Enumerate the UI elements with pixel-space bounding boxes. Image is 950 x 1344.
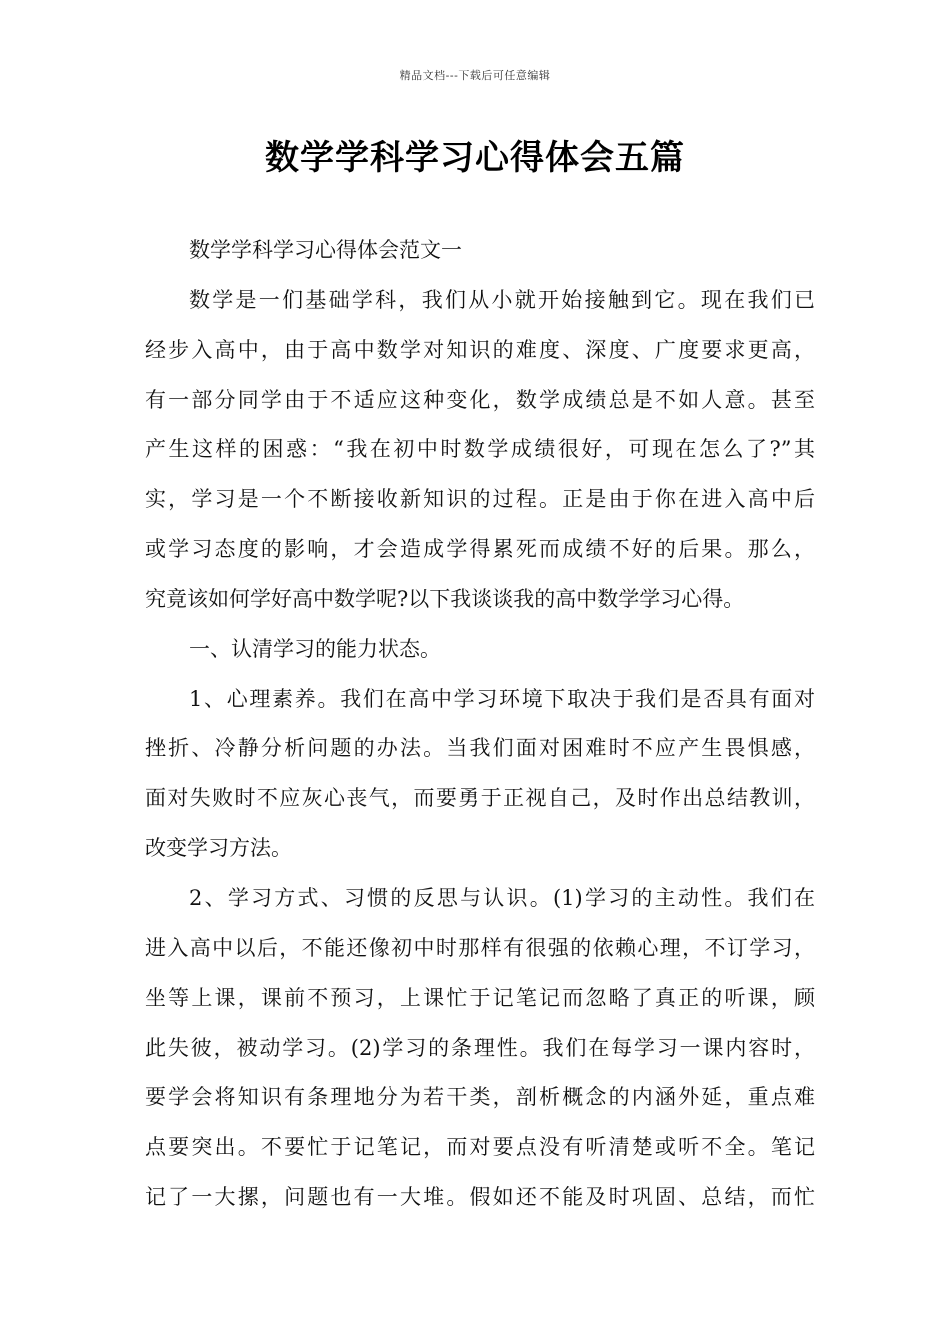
text-line: 2、学习方式、习惯的反思与认识。(1)学习的主动性。我们在 (189, 885, 815, 910)
text-line: 点要突出。不要忙于记笔记，而对要点没有听清楚或听不全。笔记 (145, 1135, 815, 1160)
text-line: 经步入高中，由于高中数学对知识的难度、深度、广度要求更高， (145, 337, 815, 362)
text-line: 面对失败时不应灰心丧气，而要勇于正视自己，及时作出总结教训， (145, 786, 815, 811)
text-line: 究竟该如何学好高中数学呢?以下我谈谈我的高中数学学习心得。 (145, 586, 745, 611)
text-line: 坐等上课，课前不预习，上课忙于记笔记而忽略了真正的听课，顾 (145, 985, 815, 1010)
text-line: 此失彼，被动学习。(2)学习的条理性。我们在每学习一课内容时， (145, 1035, 815, 1060)
text-line: 改变学习方法。 (145, 836, 292, 861)
text-line: 挫折、冷静分析问题的办法。当我们面对困难时不应产生畏惧感， (145, 736, 815, 761)
text-line: 数学是一们基础学科，我们从小就开始接触到它。现在我们已 (189, 287, 815, 312)
text-line: 进入高中以后，不能还像初中时那样有很强的依赖心理，不订学习， (145, 935, 815, 960)
text-line: 要学会将知识有条理地分为若干类，剖析概念的内涵外延，重点难 (145, 1085, 815, 1110)
text-line: 1、心理素养。我们在高中学习环境下取决于我们是否具有面对 (189, 686, 815, 711)
text-line: 实，学习是一个不断接收新知识的过程。正是由于你在进入高中后 (145, 487, 815, 512)
text-line: 产生这样的困惑：“我在初中时数学成绩很好，可现在怎么了?”其 (145, 437, 815, 462)
document-title: 数学学科学习心得体会五篇 (265, 138, 685, 178)
text-line: 一、认清学习的能力状态。 (189, 636, 441, 661)
text-line: 或学习态度的影响，才会造成学得累死而成绩不好的后果。那么， (145, 537, 815, 562)
document-body (145, 226, 815, 1223)
text-line: 记了一大摞，问题也有一大堆。假如还不能及时巩固、总结，而忙 (145, 1185, 815, 1210)
text-line: 数学学科学习心得体会范文一 (189, 238, 462, 262)
page-header: 精品文档---下载后可任意编辑 (399, 69, 551, 82)
text-line: 有一部分同学由于不适应这种变化，数学成绩总是不如人意。甚至 (145, 387, 815, 412)
